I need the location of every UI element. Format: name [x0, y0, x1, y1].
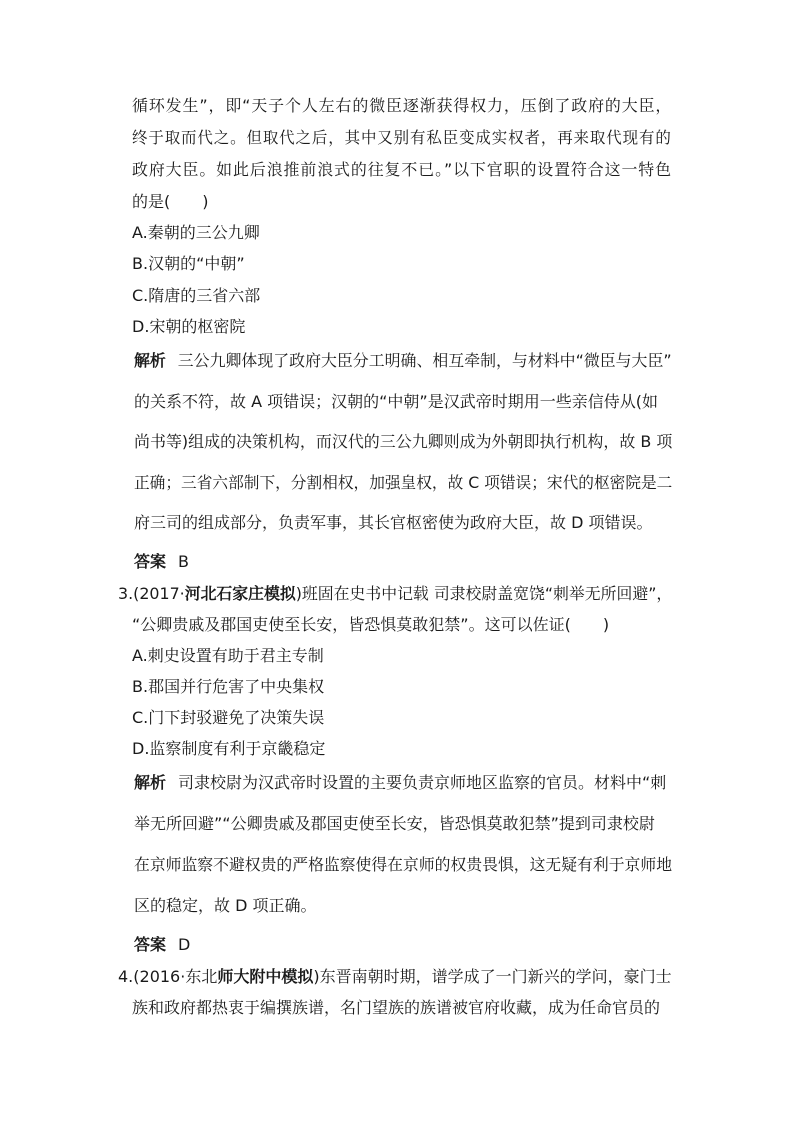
- q2-analysis-line-4: 正确；三省六部制下，分割相权，加强皇权，故 C 项错误；宋代的枢密院是二: [134, 473, 673, 492]
- q3-option-d: D.监察制度有利于京畿稳定: [132, 739, 326, 758]
- q3-answer: [134, 935, 190, 955]
- q2-analysis-label: 解析: [134, 351, 166, 370]
- q4-source-name: 师大附中模拟: [217, 967, 314, 986]
- q3-analysis-line-3: 在京师监察不避权贵的严格监察使得在京师的权贵畏惧，这无疑有利于京师地: [134, 855, 673, 874]
- q4-stem-line-1: [118, 967, 672, 987]
- q3-stem-line-1: [118, 584, 672, 604]
- q3-analysis-label: 解析: [134, 773, 167, 792]
- q2-analysis-line-5: 府三司的组成部分，负责军事，其长官枢密使为政府大臣，故 D 项错误。: [134, 513, 653, 532]
- q3-stem-text: 班固在史书中记载 司隶校尉盖宽饶“刺举无所回避”，: [301, 584, 673, 603]
- q3-option-b: B.郡国并行危害了中央集权: [132, 677, 325, 696]
- q4-source-year: (2016·: [133, 967, 186, 986]
- q2-analysis-line-1: 三公九卿体现了政府大臣分工明确、相互牵制，与材料中“微臣与大臣”: [177, 351, 672, 370]
- q2-answer-value: B: [178, 552, 189, 571]
- q4-stem-text-1: 东晋南朝时期，谱学成了一门新兴的学问，豪门士: [319, 967, 672, 986]
- q2-option-b: B.汉朝的“中朝”: [132, 254, 245, 273]
- q3-analysis-first-line: [134, 773, 666, 793]
- q2-analysis-line-2: 的关系不符，故 A 项错误；汉朝的“中朝”是汉武帝时期用一些亲信侍从(如: [134, 392, 658, 411]
- q3-answer-value: D: [178, 935, 191, 954]
- q2-analysis-first-line: [134, 351, 672, 371]
- q3-answer-label: 答案: [134, 935, 167, 954]
- q3-source-close: ): [295, 584, 302, 603]
- q4-number: 4.: [118, 967, 134, 986]
- q3-number: 3.: [118, 584, 134, 603]
- q3-option-c: C.门下封驳避免了决策失误: [132, 708, 325, 727]
- q3-source-name: 河北石家庄模拟: [184, 584, 296, 603]
- q2-option-c: C.隋唐的三省六部: [132, 286, 261, 305]
- q4-source-prefix: 东北: [185, 967, 218, 986]
- q3-analysis-line-1: 司隶校尉为汉武帝时设置的主要负责京师地区监察的官员。材料中“刺: [178, 773, 667, 792]
- q2-analysis-line-3: 尚书等)组成的决策机构，而汉代的三公九卿则成为外朝即执行机构，故 B 项: [134, 432, 673, 451]
- intro-line-1: 循环发生”，即“天子个人左右的微臣逐渐获得权力，压倒了政府的大臣，: [132, 96, 673, 115]
- intro-line-3: 政府大臣。如此后浪推前浪式的往复不已。”以下官职的设置符合这一特色: [132, 160, 672, 179]
- q2-answer-label: 答案: [134, 552, 167, 571]
- q3-stem-line-2: “公卿贵戚及郡国吏使至长安，皆恐惧莫敢犯禁”。这可以佐证( ): [132, 615, 610, 634]
- q4-stem-line-2: 族和政府都热衷于编撰族谱，名门望族的族谱被官府收藏，成为任命官员的: [132, 998, 661, 1017]
- q2-answer: [134, 552, 189, 572]
- q2-option-a: A.秦朝的三公九卿: [132, 223, 260, 242]
- q3-option-a: A.刺史设置有助于君主专制: [132, 646, 324, 665]
- q4-source-close: ): [313, 967, 320, 986]
- intro-line-4: 的是( ): [132, 192, 209, 211]
- intro-line-2: 终于取而代之。但取代之后，其中又别有私臣变成实权者，再来取代现有的: [132, 128, 672, 147]
- q3-analysis-line-4: 区的稳定，故 D 项正确。: [134, 896, 317, 915]
- q3-source-year: (2017·: [133, 584, 185, 603]
- q2-option-d: D.宋朝的枢密院: [132, 317, 246, 336]
- q3-analysis-line-2: 举无所回避”“公卿贵戚及郡国吏使至长安，皆恐惧莫敢犯禁”提到司隶校尉: [134, 814, 655, 833]
